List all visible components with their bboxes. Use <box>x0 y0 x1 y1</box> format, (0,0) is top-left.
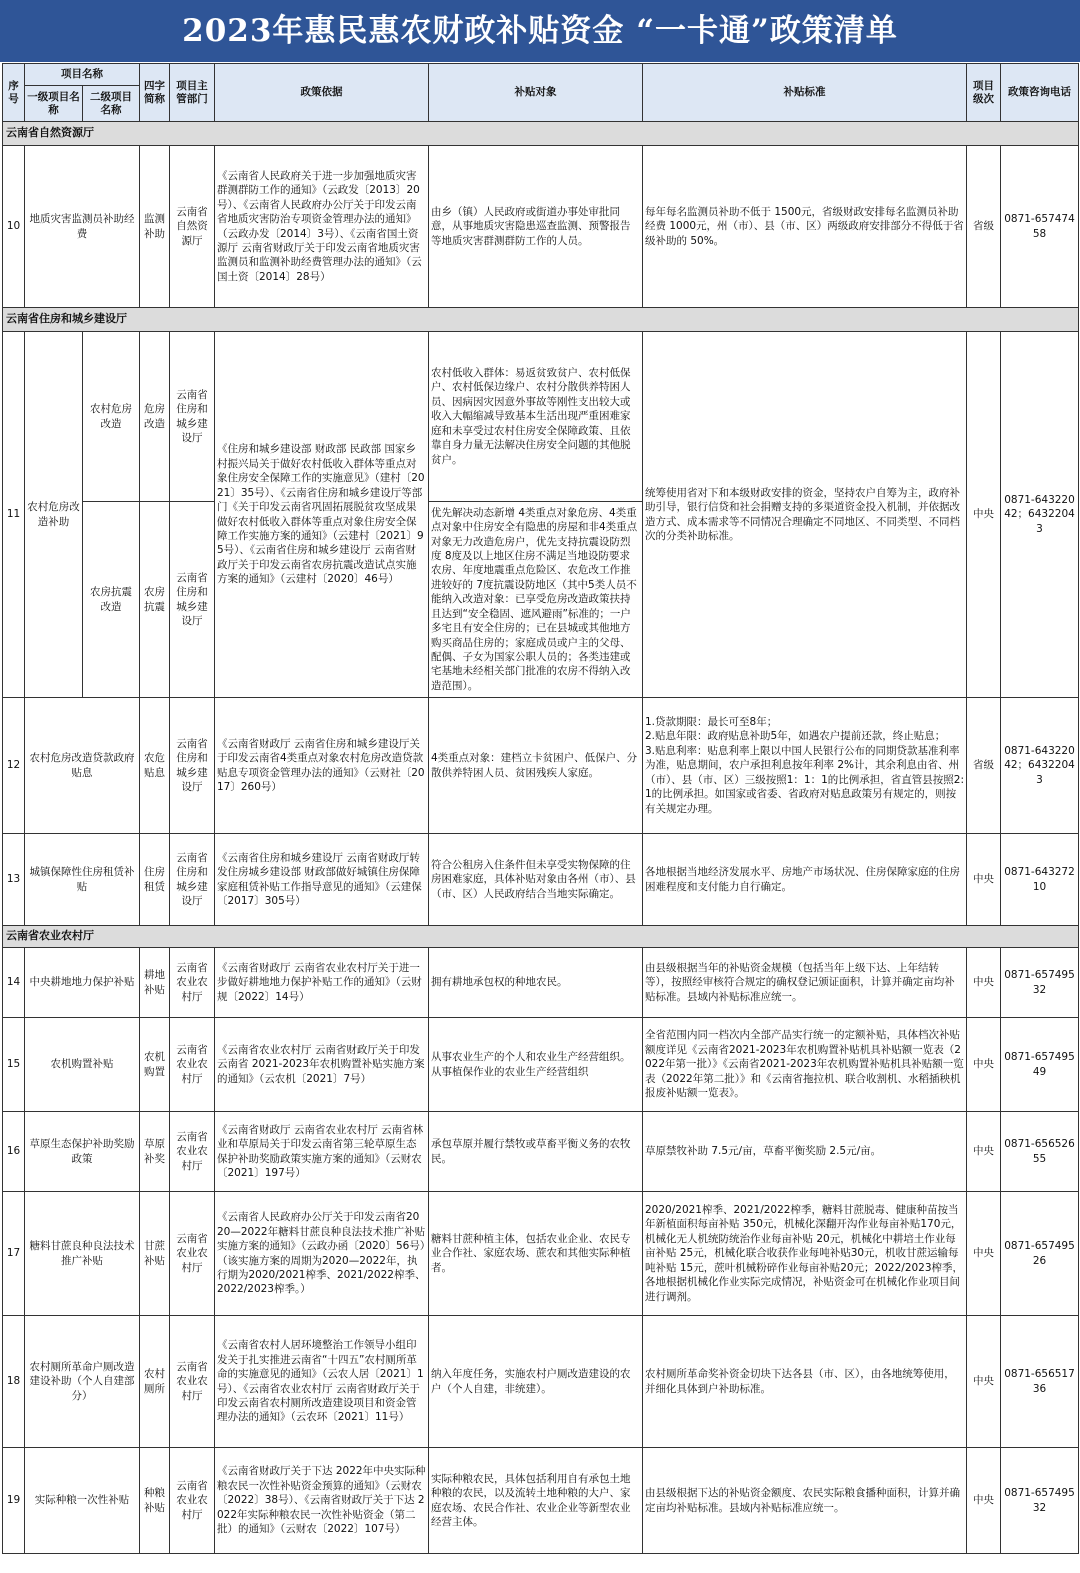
row-short: 农村厕所 <box>140 1316 170 1448</box>
header-standard: 补贴标准 <box>643 64 967 122</box>
row-dept: 云南省农业农村厅 <box>170 1112 215 1192</box>
row-phone: 0871-65652655 <box>1001 1112 1079 1192</box>
row-seq: 11 <box>3 332 25 698</box>
table-row <box>3 834 1079 926</box>
row-basis: 《云南省农业农村厅 云南省财政厅关于印发云南省 2021-2023年农机购置补贴实施方案的通知》（云农机〔2021〕7号） <box>215 1018 429 1112</box>
page-title: 2023年惠民惠农财政补贴资金 “一卡通”政策清单 <box>0 0 1080 62</box>
row-grade: 中央 <box>967 1112 1001 1192</box>
row-target: 4类重点对象：建档立卡贫困户、低保户、分散供养特困人员、贫困残疾人家庭。 <box>429 698 643 834</box>
row-seq: 10 <box>3 146 25 308</box>
row-dept: 云南省农业农村厅 <box>170 1018 215 1112</box>
row-standard: 草原禁牧补助 7.5元/亩，草畜平衡奖励 2.5元/亩。 <box>643 1112 967 1192</box>
header-basis: 政策依据 <box>215 64 429 122</box>
row-dept: 云南省住房和城乡建设厅 <box>170 834 215 926</box>
row-phone: 0871-65749526 <box>1001 1192 1079 1316</box>
header-level2: 二级项目名称 <box>83 86 140 122</box>
row-grade: 中央 <box>967 1018 1001 1112</box>
row-grade: 省级 <box>967 698 1001 834</box>
row-target: 农村低收入群体：易返贫致贫户、农村低保户、农村低保边缘户、农村分散供养特困人员、因病因灾因意外事故等刚性支出较大或收入大幅缩减导致基本生活出现严重困难家庭和未享受过农村住房安全保障政策、且依靠自身力量无法解决住房安全问题的其他脱贫户。 <box>429 332 643 502</box>
row-seq: 17 <box>3 1192 25 1316</box>
row-short: 危房改造 <box>140 332 170 502</box>
section-agriculture: 云南省农业农村厅 <box>3 926 1079 948</box>
row-phone: 0871-64322042；64322043 <box>1001 698 1079 834</box>
table-row <box>3 1018 1079 1112</box>
row-project-name: 农村危房改造贷款政府贴息 <box>25 698 140 834</box>
header-target: 补贴对象 <box>429 64 643 122</box>
row-basis: 《云南省财政厅关于下达 2022年中央实际种粮农民一次性补贴资金预算的通知》（云财农〔2022〕38号）、《云南省财政厅关于下达 2022年实际种粮农民一次性补贴资金（第二批）的通知》（云财农〔2022〕107号） <box>215 1448 429 1554</box>
row-standard: 农村厕所革命奖补资金切块下达各县（市、区），由各地统筹使用，并细化具体到户补助标准。 <box>643 1316 967 1448</box>
row-dept: 云南省农业农村厅 <box>170 1448 215 1554</box>
row-phone: 0871-64322042；64322043 <box>1001 332 1079 698</box>
row-dept: 云南省农业农村厅 <box>170 948 215 1018</box>
header-seq: 序号 <box>3 64 25 122</box>
row-standard: 1.贷款期限：最长可至8年； 2.贴息年限：政府贴息补助5年，如遇农户提前还款，终止贴息； 3.贴息利率：贴息利率上限以中国人民银行公布的同期贷款基准利率为准，贴息期间，农户承担利息按年利率 2%计，其余利息由省、州（市）、县（市、区）三级按照1：1：1的比例承担，省直管县按照2:1的比例承担。如国家或省委、省政府对贴息政策另有规定的，则按有关规定办理。 <box>643 698 967 834</box>
row-target: 从事农业生产的个人和农业生产经营组织。从事植保作业的农业生产经营组织 <box>429 1018 643 1112</box>
header-short: 四字简称 <box>140 64 170 122</box>
row-grade: 中央 <box>967 332 1001 698</box>
row-target: 由乡（镇）人民政府或街道办事处审批同意，从事地质灾害隐患巡查监测、预警报告等地质灾害群测群防工作的人员。 <box>429 146 643 308</box>
table-row <box>3 698 1079 834</box>
row-project-name: 糖料甘蔗良种良法技术推广补贴 <box>25 1192 140 1316</box>
row-basis: 《云南省人民政府办公厅关于印发云南省2020—2022年糖料甘蔗良种良法技术推广补贴实施方案的通知》（云政办函〔2020〕56号）（该实施方案的周期为2020—2022年，执行期为2020/2021榨季、2021/2022榨季、2022/2023榨季。） <box>215 1192 429 1316</box>
row-basis: 《云南省农村人居环境整治工作领导小组印发关于扎实推进云南省“十四五”农村厕所革命的实施意见的通知》（云农人居〔2021〕1号）、《云南省农业农村厅 云南省财政厅关于印发云南省农村厕所改造建设项目和资金管理办法的通知》（云农环〔2021〕11号） <box>215 1316 429 1448</box>
row-short: 草原补奖 <box>140 1112 170 1192</box>
row-phone: 0871-65747458 <box>1001 146 1079 308</box>
row-dept: 云南省自然资源厅 <box>170 146 215 308</box>
row-dept: 云南省农业农村厅 <box>170 1316 215 1448</box>
row-grade: 中央 <box>967 948 1001 1018</box>
row-short: 耕地补贴 <box>140 948 170 1018</box>
row-short: 种粮补贴 <box>140 1448 170 1554</box>
row-seq: 15 <box>3 1018 25 1112</box>
row-seq: 18 <box>3 1316 25 1448</box>
row-standard: 全省范围内同一档次内全部产品实行统一的定额补贴，具体档次补贴额度详见《云南省2021-2023年农机购置补贴机具补贴额一览表（2022年第一批）》《云南省2021-2023年农机购置补贴机具补贴额一览表（2022年第二批）》和《云南省拖拉机、联合收割机、水稻插秧机报废补贴额一览表》。 <box>643 1018 967 1112</box>
row-seq: 12 <box>3 698 25 834</box>
row-grade: 中央 <box>967 1316 1001 1448</box>
row-project-name: 农村厕所革命户厕改造建设补助（个人自建部分） <box>25 1316 140 1448</box>
row-standard: 由县级根据当年的补贴资金规模（包括当年上级下达、上年结转等），按照经审核符合规定的确权登记颁证面积，计算并确定亩均补贴标准。县域内补贴标准应统一。 <box>643 948 967 1018</box>
row-dept: 云南省住房和城乡建设厅 <box>170 502 215 698</box>
row-short: 住房租赁 <box>140 834 170 926</box>
row-phone: 0871-65651736 <box>1001 1316 1079 1448</box>
row-standard: 每年每名监测员补助不低于 1500元，省级财政安排每名监测员补助经费 1000元，州（市）、县（市、区）两级政府安排部分不得低于省级补助的 50%。 <box>643 146 967 308</box>
row-dept: 云南省住房和城乡建设厅 <box>170 332 215 502</box>
row-phone: 0871-65749532 <box>1001 1448 1079 1554</box>
row-short: 监测补助 <box>140 146 170 308</box>
row-standard: 由县级根据下达的补贴资金额度、农民实际粮食播种面积，计算并确定亩均补贴标准。县域内补贴标准应统一。 <box>643 1448 967 1554</box>
row-basis: 《云南省住房和城乡建设厅 云南省财政厅转发住房城乡建设部 财政部做好城镇住房保障家庭租赁补贴工作指导意见的通知》（云建保〔2017〕305号） <box>215 834 429 926</box>
header-dept: 项目主管部门 <box>170 64 215 122</box>
row-subproject-name: 农村危房改造 <box>83 332 140 502</box>
row-dept: 云南省住房和城乡建设厅 <box>170 698 215 834</box>
header-grade: 项目级次 <box>967 64 1001 122</box>
table-row <box>3 948 1079 1018</box>
row-project-name: 草原生态保护补助奖励政策 <box>25 1112 140 1192</box>
header-level1: 一级项目名称 <box>25 86 83 122</box>
table-row <box>3 1112 1079 1192</box>
row-basis: 《云南省人民政府关于进一步加强地质灾害群测群防工作的通知》（云政发〔2013〕20号）、《云南省人民政府办公厅关于印发云南省地质灾害防治专项资金管理办法的通知》（云政办发〔2014〕3号）、《云南省国土资源厅 云南省财政厅关于印发云南省地质灾害监测员和监测补助经费管理办法的通知》（云国土资〔2014〕28号） <box>215 146 429 308</box>
table-row <box>3 332 1079 502</box>
table-row <box>3 1192 1079 1316</box>
row-basis: 《住房和城乡建设部 财政部 民政部 国家乡村振兴局关于做好农村低收入群体等重点对象住房安全保障工作的实施意见》（建村〔2021〕35号）、《云南省住房和城乡建设厅等部门《关于印发云南省巩固拓展脱贫攻坚成果做好农村低收入群体等重点对象住房安全保障工作实施方案的通知》（云建村〔2021〕95号）、《云南省住房和城乡建设厅 云南省财政厅关于印发云南省农房抗震改造试点实施方案的通知》（云建村〔2020〕46号） <box>215 332 429 698</box>
row-project-name: 农机购置补贴 <box>25 1018 140 1112</box>
policy-table <box>2 63 1079 1554</box>
row-target: 纳入年度任务，实施农村户厕改造建设的农户（个人自建，非统建）。 <box>429 1316 643 1448</box>
row-target: 糖料甘蔗种植主体，包括农业企业、农民专业合作社、家庭农场、蔗农和其他实际种植者。 <box>429 1192 643 1316</box>
row-basis: 《云南省财政厅 云南省住房和城乡建设厅关于印发云南省4类重点对象农村危房改造贷款贴息专项资金管理办法的通知》（云财社〔2017〕260号） <box>215 698 429 834</box>
row-dept: 云南省农业农村厅 <box>170 1192 215 1316</box>
row-short: 农危贴息 <box>140 698 170 834</box>
row-phone: 0871-64327210 <box>1001 834 1079 926</box>
row-seq: 16 <box>3 1112 25 1192</box>
row-target: 符合公租房入住条件但未享受实物保障的住房困难家庭，具体补贴对象由各州（市）、县（市、区）人民政府结合当地实际确定。 <box>429 834 643 926</box>
section-natural-resources: 云南省自然资源厅 <box>3 122 1079 146</box>
row-target: 实际种粮农民，具体包括利用自有承包土地种粮的农民，以及流转土地种粮的大户、家庭农场、农民合作社、农业企业等新型农业经营主体。 <box>429 1448 643 1554</box>
table-row <box>3 146 1079 308</box>
row-basis: 《云南省财政厅 云南省农业农村厅关于进一步做好耕地地力保护补贴工作的通知》（云财规〔2022〕14号） <box>215 948 429 1018</box>
row-short: 甘蔗补贴 <box>140 1192 170 1316</box>
row-standard: 2020/2021榨季、2021/2022榨季，糖料甘蔗脱毒、健康种苗按当年新植面积每亩补贴 350元，机械化深翻开沟作业每亩补贴170元，机械化无人机统防统治作业每亩补贴 20元，机械化中耕培土作业每亩补贴 25元，机械化联合收获作业每吨补贴30元，机收甘蔗运输每吨补贴 15元，蔗叶机械粉碎作业每亩补贴20元；2022/2023榨季，各地根据机械化作业实际完成情况，补贴资金可在机械化作业项目间进行调剂。 <box>643 1192 967 1316</box>
row-short: 农房抗震 <box>140 502 170 698</box>
row-grade: 中央 <box>967 1192 1001 1316</box>
row-project-name: 城镇保障性住房租赁补贴 <box>25 834 140 926</box>
row-grade: 中央 <box>967 1448 1001 1554</box>
section-housing: 云南省住房和城乡建设厅 <box>3 308 1079 332</box>
row-seq: 14 <box>3 948 25 1018</box>
row-subproject-name: 农房抗震改造 <box>83 502 140 698</box>
row-basis: 《云南省财政厅 云南省农业农村厅 云南省林业和草原局关于印发云南省第三轮草原生态保护补助奖励政策实施方案的通知》（云财农〔2021〕197号） <box>215 1112 429 1192</box>
table-row <box>3 1316 1079 1448</box>
row-grade: 中央 <box>967 834 1001 926</box>
row-phone: 0871-65749549 <box>1001 1018 1079 1112</box>
row-short: 农机购置 <box>140 1018 170 1112</box>
row-standard: 各地根据当地经济发展水平、房地产市场状况、住房保障家庭的住房困难程度和支付能力自行确定。 <box>643 834 967 926</box>
header-phone: 政策咨询电话 <box>1001 64 1079 122</box>
row-seq: 19 <box>3 1448 25 1554</box>
row-target: 承包草原并履行禁牧或草畜平衡义务的农牧民。 <box>429 1112 643 1192</box>
row-target: 拥有耕地承包权的种地农民。 <box>429 948 643 1018</box>
row-project-name: 实际种粮一次性补贴 <box>25 1448 140 1554</box>
row-standard: 统筹使用省对下和本级财政安排的资金，坚持农户自筹为主，政府补助引导，银行信贷和社会捐赠支持的多渠道资金投入机制，并依据改造方式、成本需求等不同情况合理确定不同地区、不同类型、不同档次的分类补助标准。 <box>643 332 967 698</box>
header-project: 项目名称 <box>25 64 140 86</box>
row-target: 优先解决动态新增 4类重点对象危房、4类重点对象中住房安全有隐患的房屋和非4类重点对象无力改造危房户，优先支持抗震设防烈度 8度及以上地区住房不满足当地设防要求农房、年度地震重点危险区、农危改工作推进较好的 7度抗震设防地区（其中5类人员不能纳入改造对象：已享受危房改造政策扶持且达到“安全稳固、遮风避雨”标准的；一户多宅且有安全住房的；已在县城或其他地方购买商品住房的；家庭成员或户主的父母、配偶、子女为国家公职人员的；各类违建或宅基地未经相关部门批准的农房不得纳入改造范围）。 <box>429 502 643 698</box>
row-seq: 13 <box>3 834 25 926</box>
row-grade: 省级 <box>967 146 1001 308</box>
table-row <box>3 1448 1079 1554</box>
row-project-name: 农村危房改造补助 <box>25 332 83 698</box>
row-phone: 0871-65749532 <box>1001 948 1079 1018</box>
row-project-name: 中央耕地地力保护补贴 <box>25 948 140 1018</box>
row-project-name: 地质灾害监测员补助经费 <box>25 146 140 308</box>
